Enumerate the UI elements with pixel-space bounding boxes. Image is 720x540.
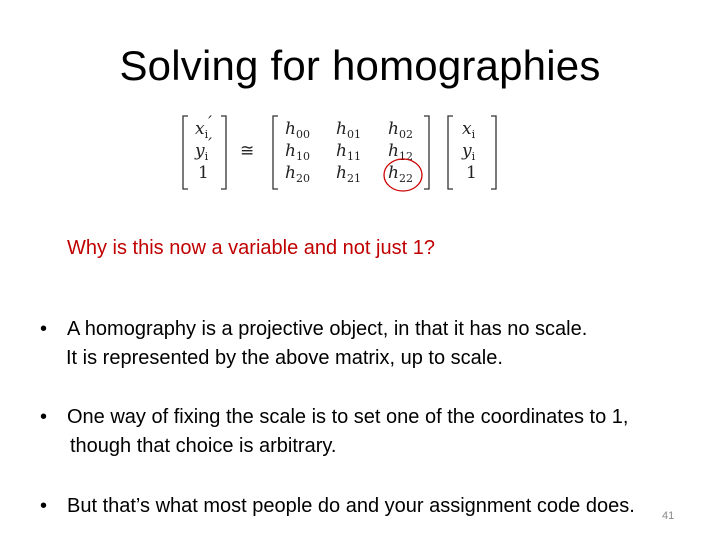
rhs-vector (461, 119, 477, 183)
lhs-entry: $x_i'$ (195, 113, 212, 141)
bullet-dot: • (40, 495, 48, 517)
page-number: 41 (662, 510, 675, 522)
matrix-entry: $h_{21}$ (336, 163, 361, 185)
lhs-vector (194, 113, 212, 183)
homography-matrix (285, 119, 413, 185)
matrix-entry: $h_{02}$ (388, 119, 413, 141)
matrix-entry: $h_{00}$ (285, 119, 310, 141)
bullet-dot: • (40, 318, 48, 340)
matrix-entry: $h_{20}$ (285, 163, 310, 185)
bullet-item (40, 492, 635, 521)
matrix-entry: $h_{01}$ (336, 119, 361, 141)
bullet-line: though that choice is arbitrary. (70, 435, 337, 457)
slide-title: Solving for homographies (119, 42, 601, 89)
bullet-line: One way of fixing the scale is to set one of the coordinates to 1, (67, 406, 629, 428)
bullet-line: It is represented by the above matrix, up to scale. (66, 347, 503, 369)
matrix-entry: $h_{12}$ (388, 141, 413, 163)
rhs-entry: 1 (466, 163, 477, 183)
rhs-entry: $y_i$ (462, 141, 476, 163)
lhs-entry: 1 (198, 163, 209, 183)
bullet-line: A homography is a projective object, in that it has no scale. (67, 318, 588, 340)
matrix-entry: $h_{11}$ (336, 141, 361, 163)
bullet-line: But that’s what most people do and your assignment code does. (67, 495, 635, 517)
lhs-entry: $y_i'$ (195, 135, 213, 163)
matrix-entry-highlighted: $h_{22}$ (388, 163, 413, 185)
congruence-symbol: ≅ (240, 141, 255, 161)
question-text: Why is this now a variable and not just 1? (67, 237, 435, 259)
homography-equation (178, 112, 503, 194)
bullet-dot: • (40, 406, 48, 428)
bullet-item (40, 315, 587, 373)
bullet-item (40, 403, 628, 461)
matrix-entry: $h_{10}$ (285, 141, 310, 163)
rhs-entry: $x_i$ (462, 119, 476, 141)
